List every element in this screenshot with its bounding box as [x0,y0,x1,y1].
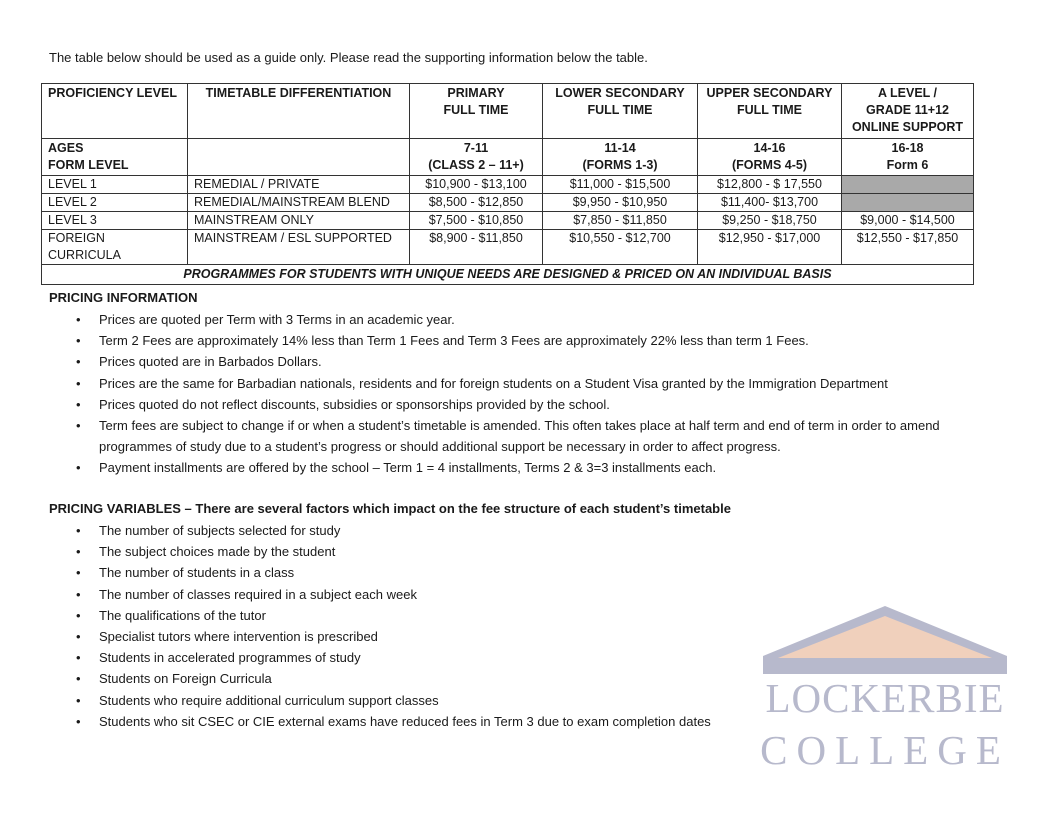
row-upper-price: $12,800 - $ 17,550 [698,176,842,194]
row-upper-price: $11,400- $13,700 [698,194,842,212]
list-item [76,541,731,562]
row-primary-price: $8,900 - $11,850 [410,230,543,265]
header-a-level [842,84,974,139]
list-item-text: Students who require additional curriculum support classes [99,692,439,708]
school-logo [760,604,1010,774]
list-item-text: The subject choices made by the student [99,544,336,560]
row-alevel-price-unavailable [842,176,974,194]
pricing-variables-list [49,520,731,732]
ages-alevel [842,139,974,176]
list-item-text: Prices quoted do not reflect discounts, subsidies or sponsorships provided by the school. [99,396,610,412]
list-item-text: The number of students in a class [99,565,295,581]
row-lower-price: $7,850 - $11,850 [543,212,698,230]
header-upper-line1: UPPER SECONDARY [706,86,833,100]
table-row [42,176,974,194]
header-lower-line2: FULL TIME [587,103,653,117]
bullet-icon: • [76,629,81,645]
row-timetable: MAINSTREAM ONLY [188,212,410,230]
pricing-information-section [49,290,979,478]
list-item [76,605,731,626]
list-item [76,668,731,689]
list-item-text: Payment installments are offered by the school – Term 1 = 4 installments, Terms 2 & 3=3 installments each. [99,460,717,476]
list-item [76,330,979,351]
list-item [76,520,731,541]
pricing-information-title: PRICING INFORMATION [49,290,198,305]
header-upper-secondary [698,84,842,139]
bullet-icon: • [76,375,81,391]
list-item-text: Students who sit CSEC or CIE external exams have reduced fees in Term 3 due to exam completion dates [99,713,711,729]
list-item [76,647,731,668]
header-lower-line1: LOWER SECONDARY [555,86,685,100]
table-row [42,230,974,265]
row-lower-price: $9,950 - $10,950 [543,194,698,212]
header-timetable: TIMETABLE DIFFERENTIATION [188,84,410,139]
bullet-icon: • [76,565,81,581]
bullet-icon: • [76,312,81,327]
table-row [42,212,974,230]
ages-row [42,139,974,176]
header-primary-line2: FULL TIME [443,103,509,117]
row-level: LEVEL 1 [42,176,188,194]
logo-wordmark-line2: COLLEGE [760,727,1010,773]
ages-alevel-age: 16-18 [891,141,924,155]
list-item [76,394,979,415]
header-alevel-line3: ONLINE SUPPORT [851,120,964,134]
bullet-icon: • [76,607,81,623]
header-primary-line1: PRIMARY [447,86,505,100]
list-item [76,373,979,394]
header-primary [410,84,543,139]
row-primary-price: $8,500 - $12,850 [410,194,543,212]
row-alevel-price-unavailable [842,194,974,212]
list-item [76,309,979,330]
list-item-text: The number of classes required in a subject each week [99,586,417,602]
bullet-icon: • [76,713,81,729]
ages-timetable-empty [188,139,410,176]
bullet-icon: • [76,354,81,370]
list-item [76,457,979,478]
bullet-icon: • [76,544,81,560]
row-level: LEVEL 3 [42,212,188,230]
list-item-text: Prices are quoted per Term with 3 Terms in an academic year. [99,312,455,327]
row-lower-price: $10,550 - $12,700 [543,230,698,265]
row-level: LEVEL 2 [42,194,188,212]
row-alevel-price: $9,000 - $14,500 [842,212,974,230]
header-upper-line2: FULL TIME [736,103,803,117]
pricing-information-list [49,309,979,478]
bullet-icon: • [76,418,81,434]
logo-roof-icon [760,604,1010,674]
logo-roof-base [763,662,1007,671]
bullet-icon: • [76,460,81,476]
ages-primary-age: 7-11 [463,141,489,155]
header-lower-secondary [543,84,698,139]
bullet-icon: • [76,396,81,412]
list-item-text: The number of subjects selected for study [99,523,341,538]
row-primary-price: $7,500 - $10,850 [410,212,543,230]
row-timetable: REMEDIAL/MAINSTREAM BLEND [188,194,410,212]
logo-wordmark-line1: LOCKERBIE [765,675,1005,721]
list-item-text: Specialist tutors where intervention is prescribed [99,629,378,645]
ages-primary [410,139,543,176]
list-item-text: Students on Foreign Curricula [99,671,272,687]
intro-text: The table below should be used as a guide only. Please read the supporting information below the table. [49,50,648,65]
list-item-text: Prices quoted are in Barbados Dollars. [99,354,322,370]
row-primary-price: $10,900 - $13,100 [410,176,543,194]
bullet-icon: • [76,523,81,538]
header-proficiency: PROFICIENCY LEVEL [42,84,188,139]
fee-table [41,83,974,285]
ages-alevel-form: Form 6 [886,158,929,172]
list-item-text: The qualifications of the tutor [99,607,266,623]
table-footer-row [42,265,974,285]
bullet-icon: • [76,586,81,602]
table-header-row [42,84,974,139]
ages-label-line1: AGES [48,141,84,155]
header-alevel-line1: A LEVEL / [877,86,938,100]
ages-label [42,139,188,176]
list-item [76,584,731,605]
list-item [76,626,731,647]
pricing-variables-title: PRICING VARIABLES – There are several factors which impact on the fee structure of each student’s timetable [49,501,731,516]
row-lower-price: $11,000 - $15,500 [543,176,698,194]
row-timetable: MAINSTREAM / ESL SUPPORTED [188,230,410,265]
list-item [76,351,979,372]
ages-lower-age: 11-14 [604,141,636,155]
bullet-icon: • [76,692,81,708]
row-upper-price: $9,250 - $18,750 [698,212,842,230]
bullet-icon: • [76,650,81,666]
table-footer-note: PROGRAMMES FOR STUDENTS WITH UNIQUE NEEDS ARE DESIGNED & PRICED ON AN INDIVIDUAL BASIS [42,265,974,285]
list-item-text: Prices are the same for Barbadian nationals, residents and for foreign students on a Student Visa granted by the Immigration Department [99,375,888,391]
row-upper-price: $12,950 - $17,000 [698,230,842,265]
row-alevel-price: $12,550 - $17,850 [842,230,974,265]
row-level: FOREIGN CURRICULA [42,230,188,265]
ages-upper-age: 14-16 [753,141,786,155]
list-item [76,415,979,457]
ages-upper [698,139,842,176]
ages-lower [543,139,698,176]
list-item [76,562,731,583]
table-row [42,194,974,212]
row-timetable: REMEDIAL / PRIVATE [188,176,410,194]
list-item-text: Students in accelerated programmes of study [99,650,361,666]
list-item-text: Term 2 Fees are approximately 14% less than Term 1 Fees and Term 3 Fees are approximately 22% less than term 1 Fees. [99,333,809,349]
bullet-icon: • [76,671,81,687]
ages-lower-form: (FORMS 1-3) [582,158,658,172]
header-alevel-line2: GRADE 11+12 [865,103,950,117]
list-item-text: Term fees are subject to change if or when a student’s timetable is amended. This often takes place at half term and end of term in order to amend programmes of study due to a student’s progress or should additional support be necessary in order to affect progress. [99,418,940,455]
ages-primary-form: (CLASS 2 – 11+) [428,158,524,172]
ages-upper-form: (FORMS 4-5) [732,158,807,172]
pricing-variables-section [49,501,731,732]
bullet-icon: • [76,333,81,349]
list-item [76,690,731,711]
list-item [76,711,731,732]
ages-label-line2: FORM LEVEL [48,158,129,172]
